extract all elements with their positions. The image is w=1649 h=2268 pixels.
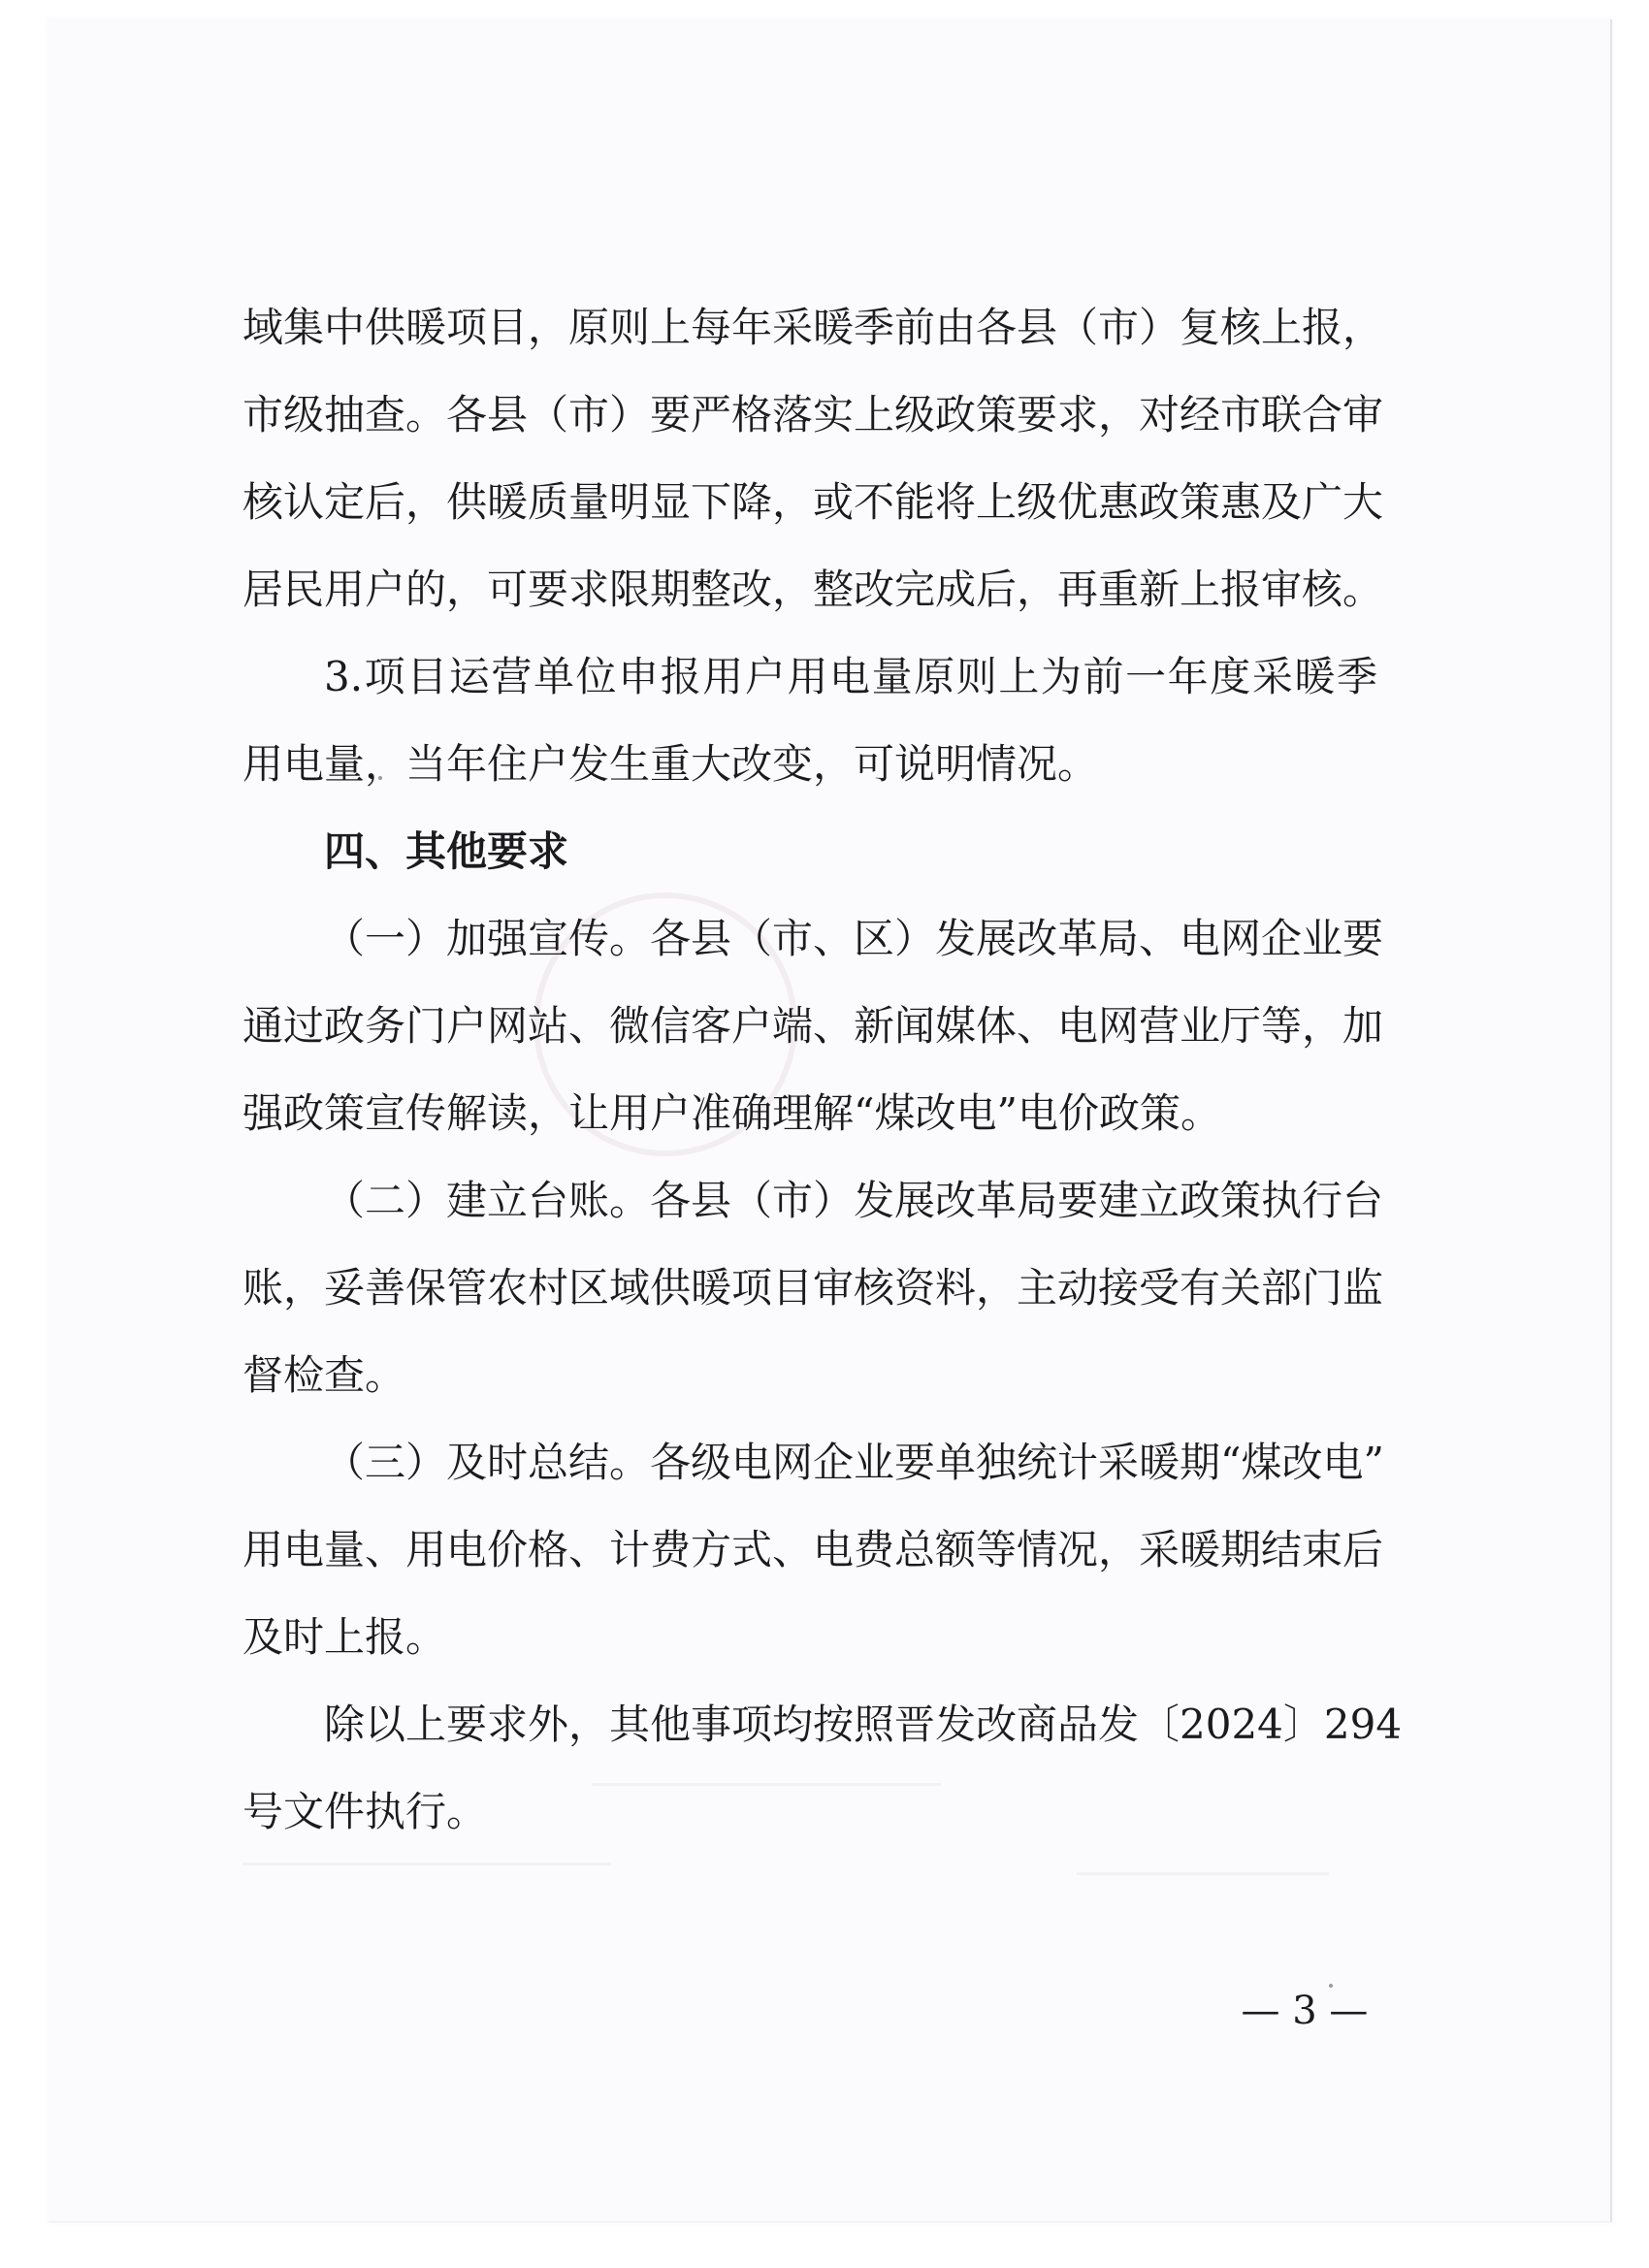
paragraph-line: 市级抽查。各县（市）要严格落实上级政策要求，对经市联合审 — [242, 391, 1384, 438]
page-number: — 3 — — [1241, 1989, 1369, 2033]
section-item-1-line: 强政策宣传解读，让用户准确理解“煤改电”电价政策。 — [242, 1089, 1221, 1137]
section-heading: 四、其他要求 — [324, 827, 569, 875]
closing-line: 除以上要求外，其他事项均按照晋发改商品发〔2024〕294 — [324, 1701, 1403, 1748]
paragraph-line: 3.项目运营单位申报用户用电量原则上为前一年度采暖季 — [324, 653, 1377, 700]
faint-bleedthrough-line — [242, 1863, 611, 1865]
paragraph-line: 用电量，当年住户发生重大改变，可说明情况。 — [242, 740, 1099, 788]
paragraph-line: 域集中供暖项目，原则上每年采暖季前由各县（市）复核上报， — [242, 304, 1384, 351]
section-item-1-line: （一）加强宣传。各县（市、区）发展改革局、电网企业要 — [324, 915, 1384, 962]
section-item-3-line: 及时上报。 — [242, 1613, 447, 1661]
paragraph-line: 居民用户的，可要求限期整改，整改完成后，再重新上报审核。 — [242, 566, 1384, 613]
section-item-2-line: 督检查。 — [242, 1351, 406, 1399]
section-item-2-line: （二）建立台账。各县（市）发展改革局要建立政策执行台 — [324, 1177, 1384, 1224]
paragraph-line: 核认定后，供暖质量明显下降，或不能将上级优惠政策惠及广大 — [242, 478, 1384, 526]
section-item-3-line: （三）及时总结。各级电网企业要单独统计采暖期“煤改电” — [324, 1439, 1384, 1486]
section-item-3-line: 用电量、用电价格、计费方式、电费总额等情况，采暖期结束后 — [242, 1526, 1384, 1573]
scan-speck — [1329, 1984, 1333, 1988]
closing-line: 号文件执行。 — [242, 1788, 488, 1835]
section-item-2-line: 账，妥善保管农村区域供暖项目审核资料，主动接受有关部门监 — [242, 1264, 1384, 1312]
section-item-1-line: 通过政务门户网站、微信客户端、新闻媒体、电网营业厅等，加 — [242, 1002, 1384, 1050]
faint-bleedthrough-line — [1077, 1872, 1329, 1875]
